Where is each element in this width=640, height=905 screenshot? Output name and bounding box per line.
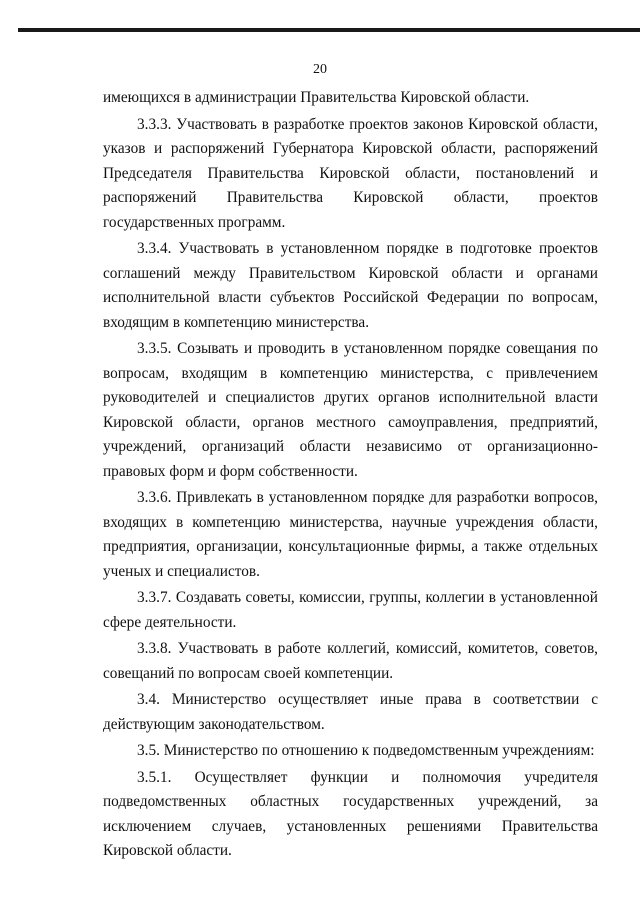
paragraph-continuation: имеющихся в администрации Правительства Кировской области. bbox=[103, 89, 530, 106]
page-number: 20 bbox=[313, 62, 327, 77]
paragraph-3-3-4: 3.3.4. Участвовать в установленном порядке в подготовке проектов соглашений между Правительством Кировской области и органами исполнительной власти субъектов Российской Федерации по вопросам, входящим в компетенцию министерства. bbox=[103, 240, 598, 331]
document-body bbox=[103, 86, 598, 866]
paragraph-3-4: 3.4. Министерство осуществляет иные права в соответствии с действующим законодательством. bbox=[103, 691, 598, 733]
paragraph-3-3-7: 3.3.7. Создавать советы, комиссии, группы, коллегии в установленной сфере деятельности. bbox=[103, 589, 598, 631]
top-border-line bbox=[18, 28, 640, 32]
paragraph-3-3-8: 3.3.8. Участвовать в работе коллегий, комиссий, комитетов, советов, совещаний по вопросам своей компетенции. bbox=[103, 640, 598, 682]
paragraph-3-3-5: 3.3.5. Созывать и проводить в установленном порядке совещания по вопросам, входящим в компетенцию министерства, с привлечением руководителей и специалистов других органов исполнительной власти Кировской области, органов местного самоуправления, предприятий, учреждений, организаций области независимо от организационно-правовых форм и форм собственности. bbox=[103, 340, 598, 480]
paragraph-3-3-3: 3.3.3. Участвовать в разработке проектов законов Кировской области, указов и распоряжений Губернатора Кировской области, распоряжений Председателя Правительства Кировской области, постановлений и распоряжений Правительства Кировской области, проектов государственных программ. bbox=[103, 115, 598, 231]
paragraph-3-5: 3.5. Министерство по отношению к подведомственным учреждениям: bbox=[137, 742, 595, 759]
paragraph-3-3-6: 3.3.6. Привлекать в установленном порядке для разработки вопросов, входящих в компетенцию министерства, научные учреждения области, предприятия, организации, консультационные фирмы, а также отдельных ученых и специалистов. bbox=[103, 489, 598, 580]
paragraph-3-5-1: 3.5.1. Осуществляет функции и полномочия учредителя подведомственных областных государственных учреждений, за исключением случаев, установленных решениями Правительства Кировской области. bbox=[103, 768, 598, 859]
